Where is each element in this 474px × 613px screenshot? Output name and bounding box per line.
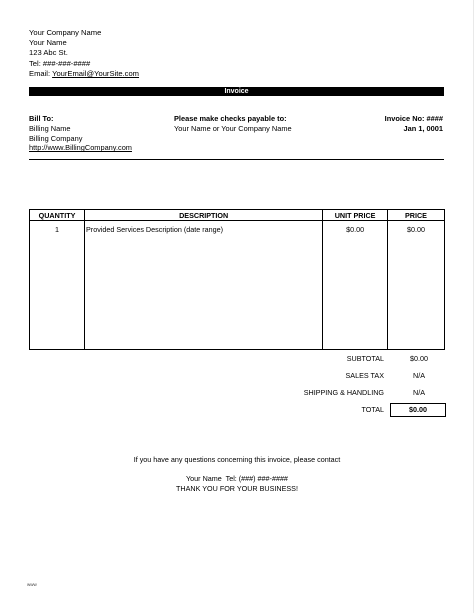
sender-street: 123 Abc St.	[29, 48, 68, 58]
cell-description: Provided Services Description (date range)	[85, 221, 323, 350]
header-unit-price: UNIT PRICE	[323, 210, 388, 221]
invoice-meta	[385, 114, 443, 134]
header-description: DESCRIPTION	[85, 210, 323, 221]
sales-tax-label: SALES TAX	[345, 371, 384, 380]
table-row	[30, 221, 445, 350]
shipping-label: SHIPPING & HANDLING	[303, 388, 384, 397]
watermark-text: www	[27, 582, 37, 587]
billing-name: Billing Name	[29, 123, 71, 133]
sender-name: Your Name	[29, 38, 67, 48]
invoice-number: Invoice No: ####	[384, 114, 443, 123]
cell-price: $0.00	[387, 221, 444, 350]
subtotal-label: SUBTOTAL	[346, 354, 384, 363]
shipping-value: N/A	[413, 388, 425, 397]
header-divider	[29, 159, 444, 160]
sender-tel: Tel: ###-###-####	[29, 58, 91, 68]
footer-question: If you have any questions concerning this invoice, please contact	[133, 455, 341, 464]
invoice-date: Jan 1, 0001	[403, 123, 443, 133]
payable-block	[174, 114, 292, 134]
billing-url-link[interactable]: http://www.BillingCompany.com	[29, 143, 132, 153]
totals-block	[250, 354, 446, 422]
sender-block	[29, 28, 139, 79]
footer-thanks: THANK YOU FOR YOUR BUSINESS!	[176, 483, 298, 493]
line-items-table	[29, 209, 445, 350]
sender-email-label: Email:	[29, 68, 53, 78]
footer-contact: Your Name Tel: (###) ###-####	[186, 474, 288, 483]
invoice-banner: Invoice	[29, 87, 444, 96]
payable-label: Please make checks payable to:	[174, 114, 287, 123]
total-row	[250, 405, 446, 422]
sender-email-link[interactable]: YourEmail@YourSite.com	[52, 68, 140, 78]
subtotal-value: $0.00	[410, 354, 428, 363]
sales-tax-row	[250, 371, 446, 388]
bill-to-block	[29, 114, 132, 153]
total-value: $0.00	[390, 403, 446, 417]
sender-company: Your Company Name	[29, 28, 102, 37]
bill-to-label: Bill To:	[29, 114, 54, 123]
sender-email-row	[29, 69, 139, 79]
header-price: PRICE	[387, 210, 444, 221]
subtotal-row	[250, 354, 446, 371]
cell-unit-price: $0.00	[323, 221, 388, 350]
total-label: TOTAL	[361, 405, 384, 414]
payable-value: Your Name or Your Company Name	[174, 123, 292, 133]
table-header-row	[30, 210, 445, 221]
footer-contact-block	[0, 474, 474, 493]
cell-quantity: 1	[30, 221, 85, 350]
header-quantity: QUANTITY	[30, 210, 85, 221]
billing-company: Billing Company	[29, 133, 83, 143]
sales-tax-value: N/A	[413, 371, 425, 380]
